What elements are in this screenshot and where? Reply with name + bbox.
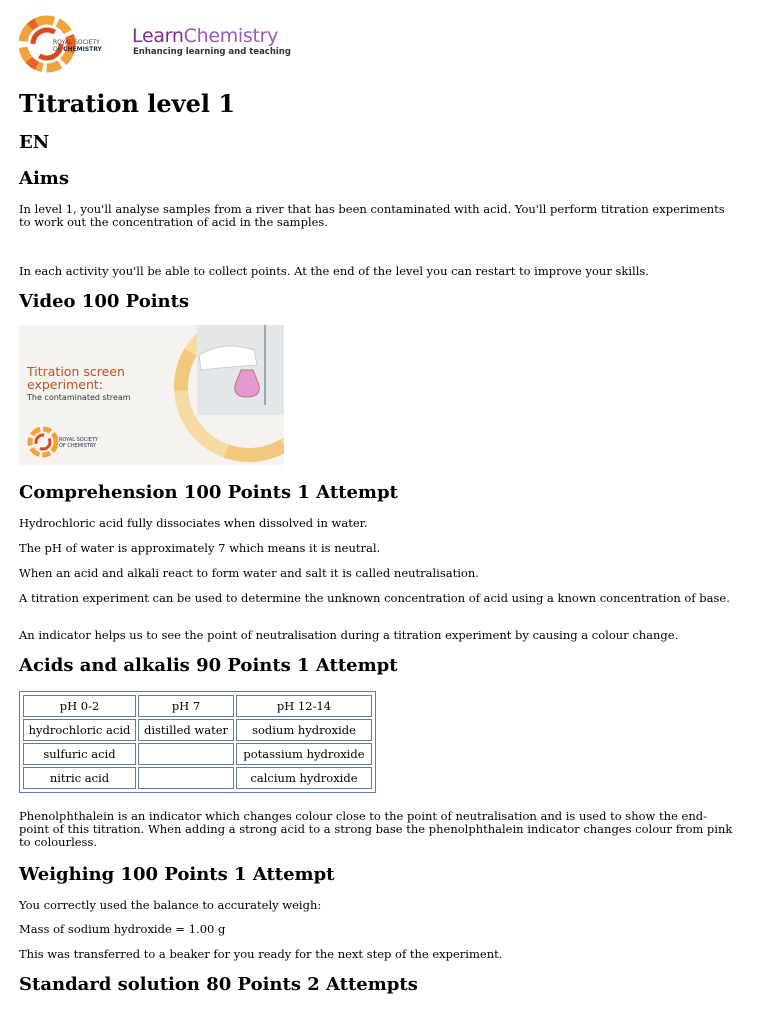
weighing-paragraph-3: This was transferred to a beaker for you ready for the next step of the experiment. xyxy=(19,947,503,961)
video-title: Titration screen experiment: xyxy=(27,364,125,392)
comprehension-item: A titration experiment can be used to determine the unknown concentration of acid using a known concentration of base. xyxy=(19,591,730,605)
weighing-paragraph-2: Mass of sodium hydroxide = 1.00 g xyxy=(19,922,226,936)
table-row xyxy=(23,743,372,765)
learn-chemistry-logo: LearnChemistry xyxy=(132,25,279,47)
rsc-logo-text: ROYAL SOCIETY OF CHEMISTRY xyxy=(53,39,102,53)
table-cell: nitric acid xyxy=(23,767,136,789)
standard-solution-heading: Standard solution 80 Points 2 Attempts xyxy=(19,974,418,995)
table-cell: pH 12-14 xyxy=(236,695,372,717)
weighing-heading: Weighing 100 Points 1 Attempt xyxy=(19,864,335,885)
language-heading: EN xyxy=(19,132,50,153)
table-cell: hydrochloric acid xyxy=(23,719,136,741)
video-heading: Video 100 Points xyxy=(19,291,190,312)
comprehension-item: Hydrochloric acid fully dissociates when dissolved in water. xyxy=(19,516,368,530)
aims-paragraph-2: In each activity you'll be able to collect points. At the end of the level you can restart to improve your skills. xyxy=(19,264,649,278)
table-cell xyxy=(138,743,234,765)
comprehension-item: The pH of water is approximately 7 which means it is neutral. xyxy=(19,541,381,555)
table-cell: sulfuric acid xyxy=(23,743,136,765)
table-cell: calcium hydroxide xyxy=(236,767,372,789)
comprehension-item: When an acid and alkali react to form water and salt it is called neutralisation. xyxy=(19,566,479,580)
table-cell xyxy=(138,767,234,789)
site-header xyxy=(19,14,719,76)
table-cell: sodium hydroxide xyxy=(236,719,372,741)
video-subtitle: The contaminated stream xyxy=(27,393,131,402)
page-title: Titration level 1 xyxy=(19,89,236,118)
table-row xyxy=(23,719,372,741)
weighing-paragraph-1: You correctly used the balance to accurately weigh: xyxy=(19,898,322,912)
acids-alkalis-table xyxy=(19,691,376,793)
table-row xyxy=(23,767,372,789)
aims-heading: Aims xyxy=(19,168,69,189)
acids-heading: Acids and alkalis 90 Points 1 Attempt xyxy=(19,655,398,676)
table-cell: potassium hydroxide xyxy=(236,743,372,765)
comprehension-heading: Comprehension 100 Points 1 Attempt xyxy=(19,482,398,503)
aims-paragraph-1: In level 1, you'll analyse samples from a river that has been contaminated with acid. You'll perform titration experiments to work out the concentration of acid in the samples. xyxy=(19,202,725,229)
table-cell: pH 0-2 xyxy=(23,695,136,717)
video-logo-text: ROYAL SOCIETY OF CHEMISTRY xyxy=(59,437,98,449)
logo-tagline: Enhancing learning and teaching xyxy=(133,47,291,57)
indicator-note: Phenolphthalein is an indicator which changes colour close to the point of neutralisation and is used to show the end-point of this titration. When adding a strong acid to a strong base the phenolphthalein indicator changes colour from pink to colourless. xyxy=(19,809,733,849)
table-header-row xyxy=(23,695,372,717)
table-cell: pH 7 xyxy=(138,695,234,717)
table-cell: distilled water xyxy=(138,719,234,741)
comprehension-item: An indicator helps us to see the point of neutralisation during a titration experiment by causing a colour change. xyxy=(19,628,679,642)
video-thumbnail[interactable] xyxy=(19,325,284,465)
